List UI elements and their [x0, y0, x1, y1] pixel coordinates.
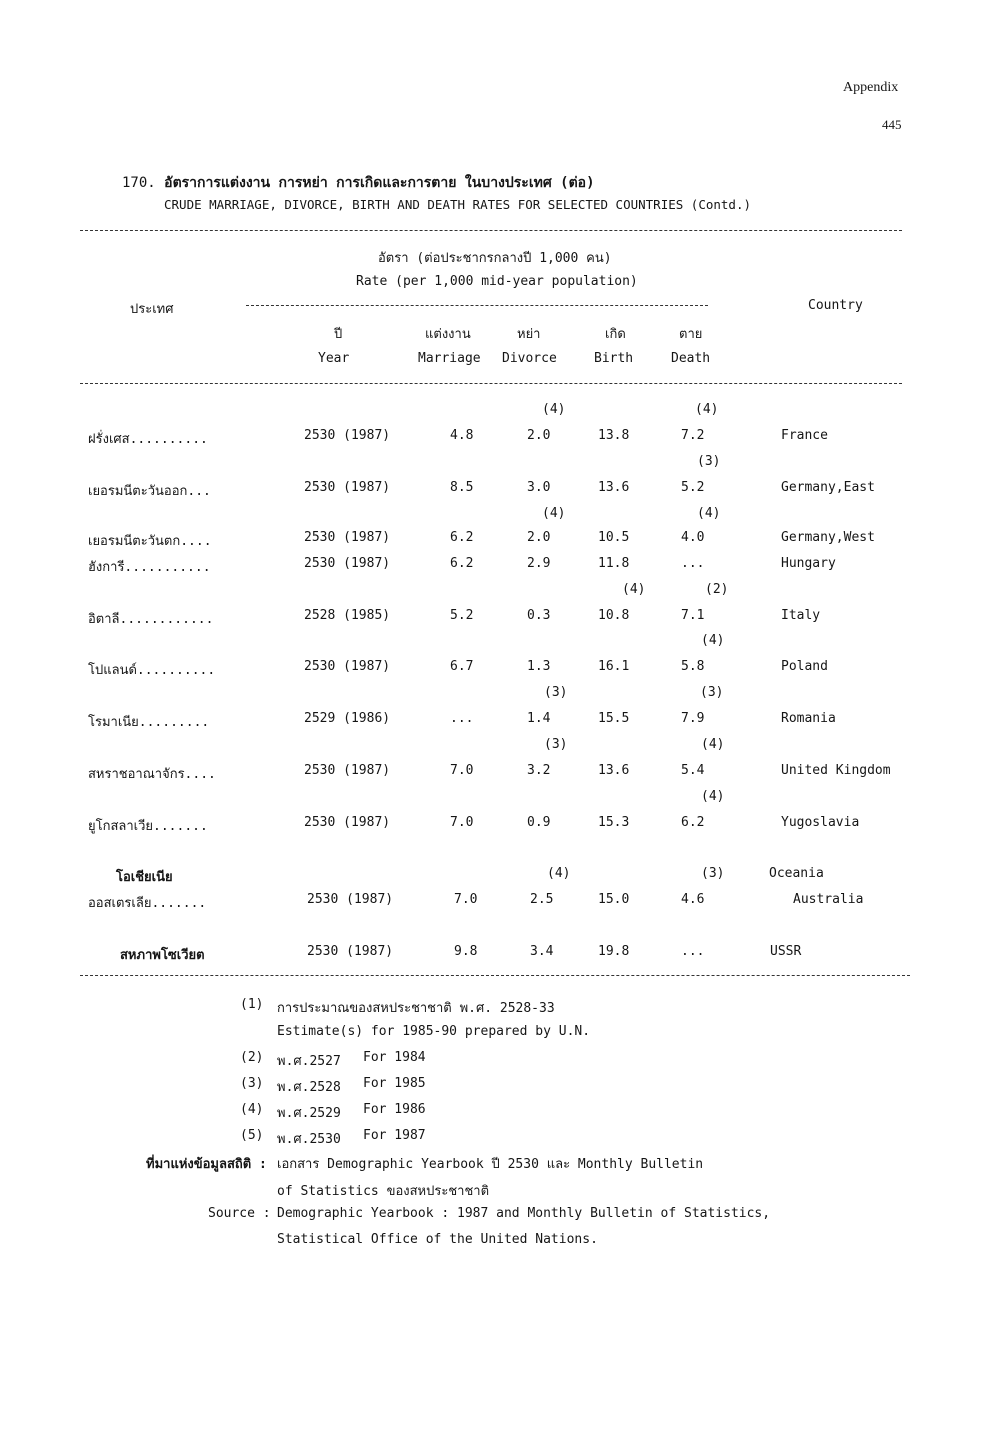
country-heading-thai: ประเทศ [130, 302, 174, 317]
divorce-cell: 2.0 [527, 530, 551, 545]
birth-cell: 15.3 [598, 815, 630, 830]
col-divorce-english: Divorce [502, 351, 557, 366]
col-death-thai: ตาย [679, 327, 703, 342]
table-row [0, 711, 990, 731]
col-death-english: Death [671, 351, 711, 366]
marriage-cell: 4.8 [450, 428, 474, 443]
year-cell: 2530 (1987) [307, 944, 394, 959]
footnote-thai: พ.ศ.2529 [277, 1106, 341, 1121]
rule-table-bottom [80, 975, 910, 976]
country-thai: ยูโกสลาเวีย....... [88, 819, 208, 834]
marriage-cell: 7.0 [450, 763, 474, 778]
country-thai: สหภาพโซเวียต [120, 948, 205, 963]
country-thai: ฮังการี........... [88, 560, 211, 575]
footnote-english: Estimate(s) for 1985-90 prepared by U.N. [277, 1024, 591, 1039]
country-english: Italy [781, 608, 821, 623]
country-thai: อิตาลี............ [88, 612, 214, 627]
country-english: Yugoslavia [781, 815, 860, 830]
source-text-english: Statistical Office of the United Nations. [277, 1232, 598, 1247]
table-row [0, 608, 990, 628]
divorce-cell: 1.3 [527, 659, 551, 674]
col-marriage-thai: แต่งงาน [425, 327, 471, 342]
death-cell: 4.0 [681, 530, 705, 545]
marriage-cell: 8.5 [450, 480, 474, 495]
table-row [0, 428, 990, 448]
footnote-thai: พ.ศ.2527 [277, 1054, 341, 1069]
note-mark: (4) [542, 506, 566, 521]
birth-cell: 19.8 [598, 944, 630, 959]
death-cell: 5.4 [681, 763, 705, 778]
note-mark: (3) [544, 685, 568, 700]
note-mark: (4) [695, 402, 719, 417]
year-cell: 2530 (1987) [304, 659, 391, 674]
note-mark: (4) [701, 789, 725, 804]
divorce-cell: 2.9 [527, 556, 551, 571]
country-english: United Kingdom [781, 763, 891, 778]
divorce-cell: 2.0 [527, 428, 551, 443]
rate-heading-thai: อัตรา (ต่อประชากรกลางปี 1,000 คน) [378, 251, 612, 266]
death-cell: 6.2 [681, 815, 705, 830]
death-cell: 7.9 [681, 711, 705, 726]
rule-header-bottom [80, 383, 902, 384]
table-row [0, 530, 990, 550]
divorce-cell: 3.2 [527, 763, 551, 778]
region-english: Oceania [769, 866, 824, 881]
col-marriage-english: Marriage [418, 351, 481, 366]
marriage-cell: 6.2 [450, 556, 474, 571]
note-mark: (4) [701, 737, 725, 752]
death-cell: 4.6 [681, 892, 705, 907]
footnote-thai: พ.ศ.2528 [277, 1080, 341, 1095]
birth-cell: 13.6 [598, 480, 630, 495]
running-header: Appendix [843, 80, 899, 95]
birth-cell: 13.8 [598, 428, 630, 443]
country-english: USSR [770, 944, 802, 959]
footnote-english: For 1984 [363, 1050, 426, 1065]
divorce-cell: 2.5 [530, 892, 554, 907]
country-english: Romania [781, 711, 836, 726]
birth-cell: 10.5 [598, 530, 630, 545]
country-thai: เยอรมนีตะวันตก.... [88, 534, 212, 549]
table-row [0, 763, 990, 783]
footnote-mark: (3) [240, 1076, 264, 1091]
country-heading-english: Country [808, 298, 863, 313]
birth-cell: 10.8 [598, 608, 630, 623]
col-birth-english: Birth [594, 351, 634, 366]
region-row [0, 866, 990, 886]
page-number: 445 [882, 117, 902, 132]
table-row [0, 659, 990, 679]
year-cell: 2530 (1987) [307, 892, 394, 907]
note-mark: (3) [544, 737, 568, 752]
marriage-cell: 5.2 [450, 608, 474, 623]
note-mark: (3) [700, 685, 724, 700]
table-title [122, 172, 595, 194]
table-number: 170. [122, 175, 156, 191]
footnote-english: For 1987 [363, 1128, 426, 1143]
birth-cell: 15.0 [598, 892, 630, 907]
marriage-cell: 7.0 [450, 815, 474, 830]
col-year-english: Year [318, 351, 350, 366]
footnote-mark: (1) [240, 997, 264, 1012]
table-title-thai: อัตราการแต่งงาน การหย่า การเกิดและการตาย ในบางประเทศ (ต่อ) [164, 175, 595, 191]
death-cell: 5.8 [681, 659, 705, 674]
death-cell: ... [681, 944, 705, 959]
note-mark: (2) [705, 582, 729, 597]
table-row [0, 892, 990, 912]
col-birth-thai: เกิด [605, 327, 626, 342]
birth-cell: 11.8 [598, 556, 630, 571]
footnote-thai: การประมาณของสหประชาชาติ พ.ศ. 2528-33 [277, 1001, 555, 1016]
divorce-cell: 3.0 [527, 480, 551, 495]
divorce-cell: 0.9 [527, 815, 551, 830]
table-title-english: CRUDE MARRIAGE, DIVORCE, BIRTH AND DEATH RATES FOR SELECTED COUNTRIES (Contd.) [164, 197, 751, 212]
marriage-cell: ... [450, 711, 474, 726]
marriage-cell: 9.8 [454, 944, 478, 959]
country-thai: โรมาเนีย......... [88, 715, 210, 730]
year-cell: 2529 (1986) [304, 711, 391, 726]
marriage-cell: 7.0 [454, 892, 478, 907]
rule-top [80, 230, 902, 231]
note-mark: (4) [622, 582, 646, 597]
note-mark: (4) [701, 633, 725, 648]
birth-cell: 13.6 [598, 763, 630, 778]
note-mark: (4) [542, 402, 566, 417]
country-thai: ออสเตรเลีย....... [88, 896, 207, 911]
birth-cell: 16.1 [598, 659, 630, 674]
footnote-mark: (2) [240, 1050, 264, 1065]
country-english: Poland [781, 659, 828, 674]
country-english: Germany,West [781, 530, 875, 545]
death-cell: 5.2 [681, 480, 705, 495]
table-row [0, 556, 990, 576]
death-cell: 7.2 [681, 428, 705, 443]
country-english: Germany,East [781, 480, 875, 495]
year-cell: 2528 (1985) [304, 608, 391, 623]
death-cell: 7.1 [681, 608, 705, 623]
note-mark: (3) [697, 454, 721, 469]
year-cell: 2530 (1987) [304, 480, 391, 495]
country-thai: สหราชอาณาจักร.... [88, 767, 216, 782]
footnote-english: For 1986 [363, 1102, 426, 1117]
rule-rate-span [246, 305, 708, 306]
year-cell: 2530 (1987) [304, 763, 391, 778]
source-text-english: Demographic Yearbook : 1987 and Monthly Bulletin of Statistics, [277, 1206, 771, 1221]
footnote-mark: (4) [240, 1102, 264, 1117]
table-row [0, 944, 990, 964]
col-divorce-thai: หย่า [517, 327, 541, 342]
note-mark: (4) [697, 506, 721, 521]
footnote-mark: (5) [240, 1128, 264, 1143]
country-thai: โปแลนด์.......... [88, 663, 216, 678]
country-english: Hungary [781, 556, 836, 571]
source-text-thai: เอกสาร Demographic Yearbook ปี 2530 และ Monthly Bulletin [277, 1157, 704, 1172]
footnote-english: For 1985 [363, 1076, 426, 1091]
note-mark: (4) [547, 866, 571, 881]
source-label-thai: ที่มาแห่งข้อมูลสถิติ : [146, 1157, 267, 1172]
source-text-thai: of Statistics ของสหประชาชาติ [277, 1184, 490, 1199]
table-row [0, 815, 990, 835]
footnote-thai: พ.ศ.2530 [277, 1132, 341, 1147]
marriage-cell: 6.7 [450, 659, 474, 674]
divorce-cell: 0.3 [527, 608, 551, 623]
marriage-cell: 6.2 [450, 530, 474, 545]
year-cell: 2530 (1987) [304, 815, 391, 830]
country-english: France [781, 428, 828, 443]
birth-cell: 15.5 [598, 711, 630, 726]
region-thai: โอเชียเนีย [116, 870, 173, 885]
country-thai: เยอรมนีตะวันออก... [88, 484, 211, 499]
col-year-thai: ปี [334, 327, 343, 342]
divorce-cell: 3.4 [530, 944, 554, 959]
country-english: Australia [793, 892, 864, 907]
table-row [0, 480, 990, 500]
divorce-cell: 1.4 [527, 711, 551, 726]
year-cell: 2530 (1987) [304, 556, 391, 571]
year-cell: 2530 (1987) [304, 530, 391, 545]
rate-heading-english: Rate (per 1,000 mid-year population) [356, 274, 638, 289]
country-thai: ฝรั่งเศส.......... [88, 432, 208, 447]
source-label-english: Source : [208, 1206, 271, 1221]
death-cell: ... [681, 556, 705, 571]
note-mark: (3) [701, 866, 725, 881]
year-cell: 2530 (1987) [304, 428, 391, 443]
